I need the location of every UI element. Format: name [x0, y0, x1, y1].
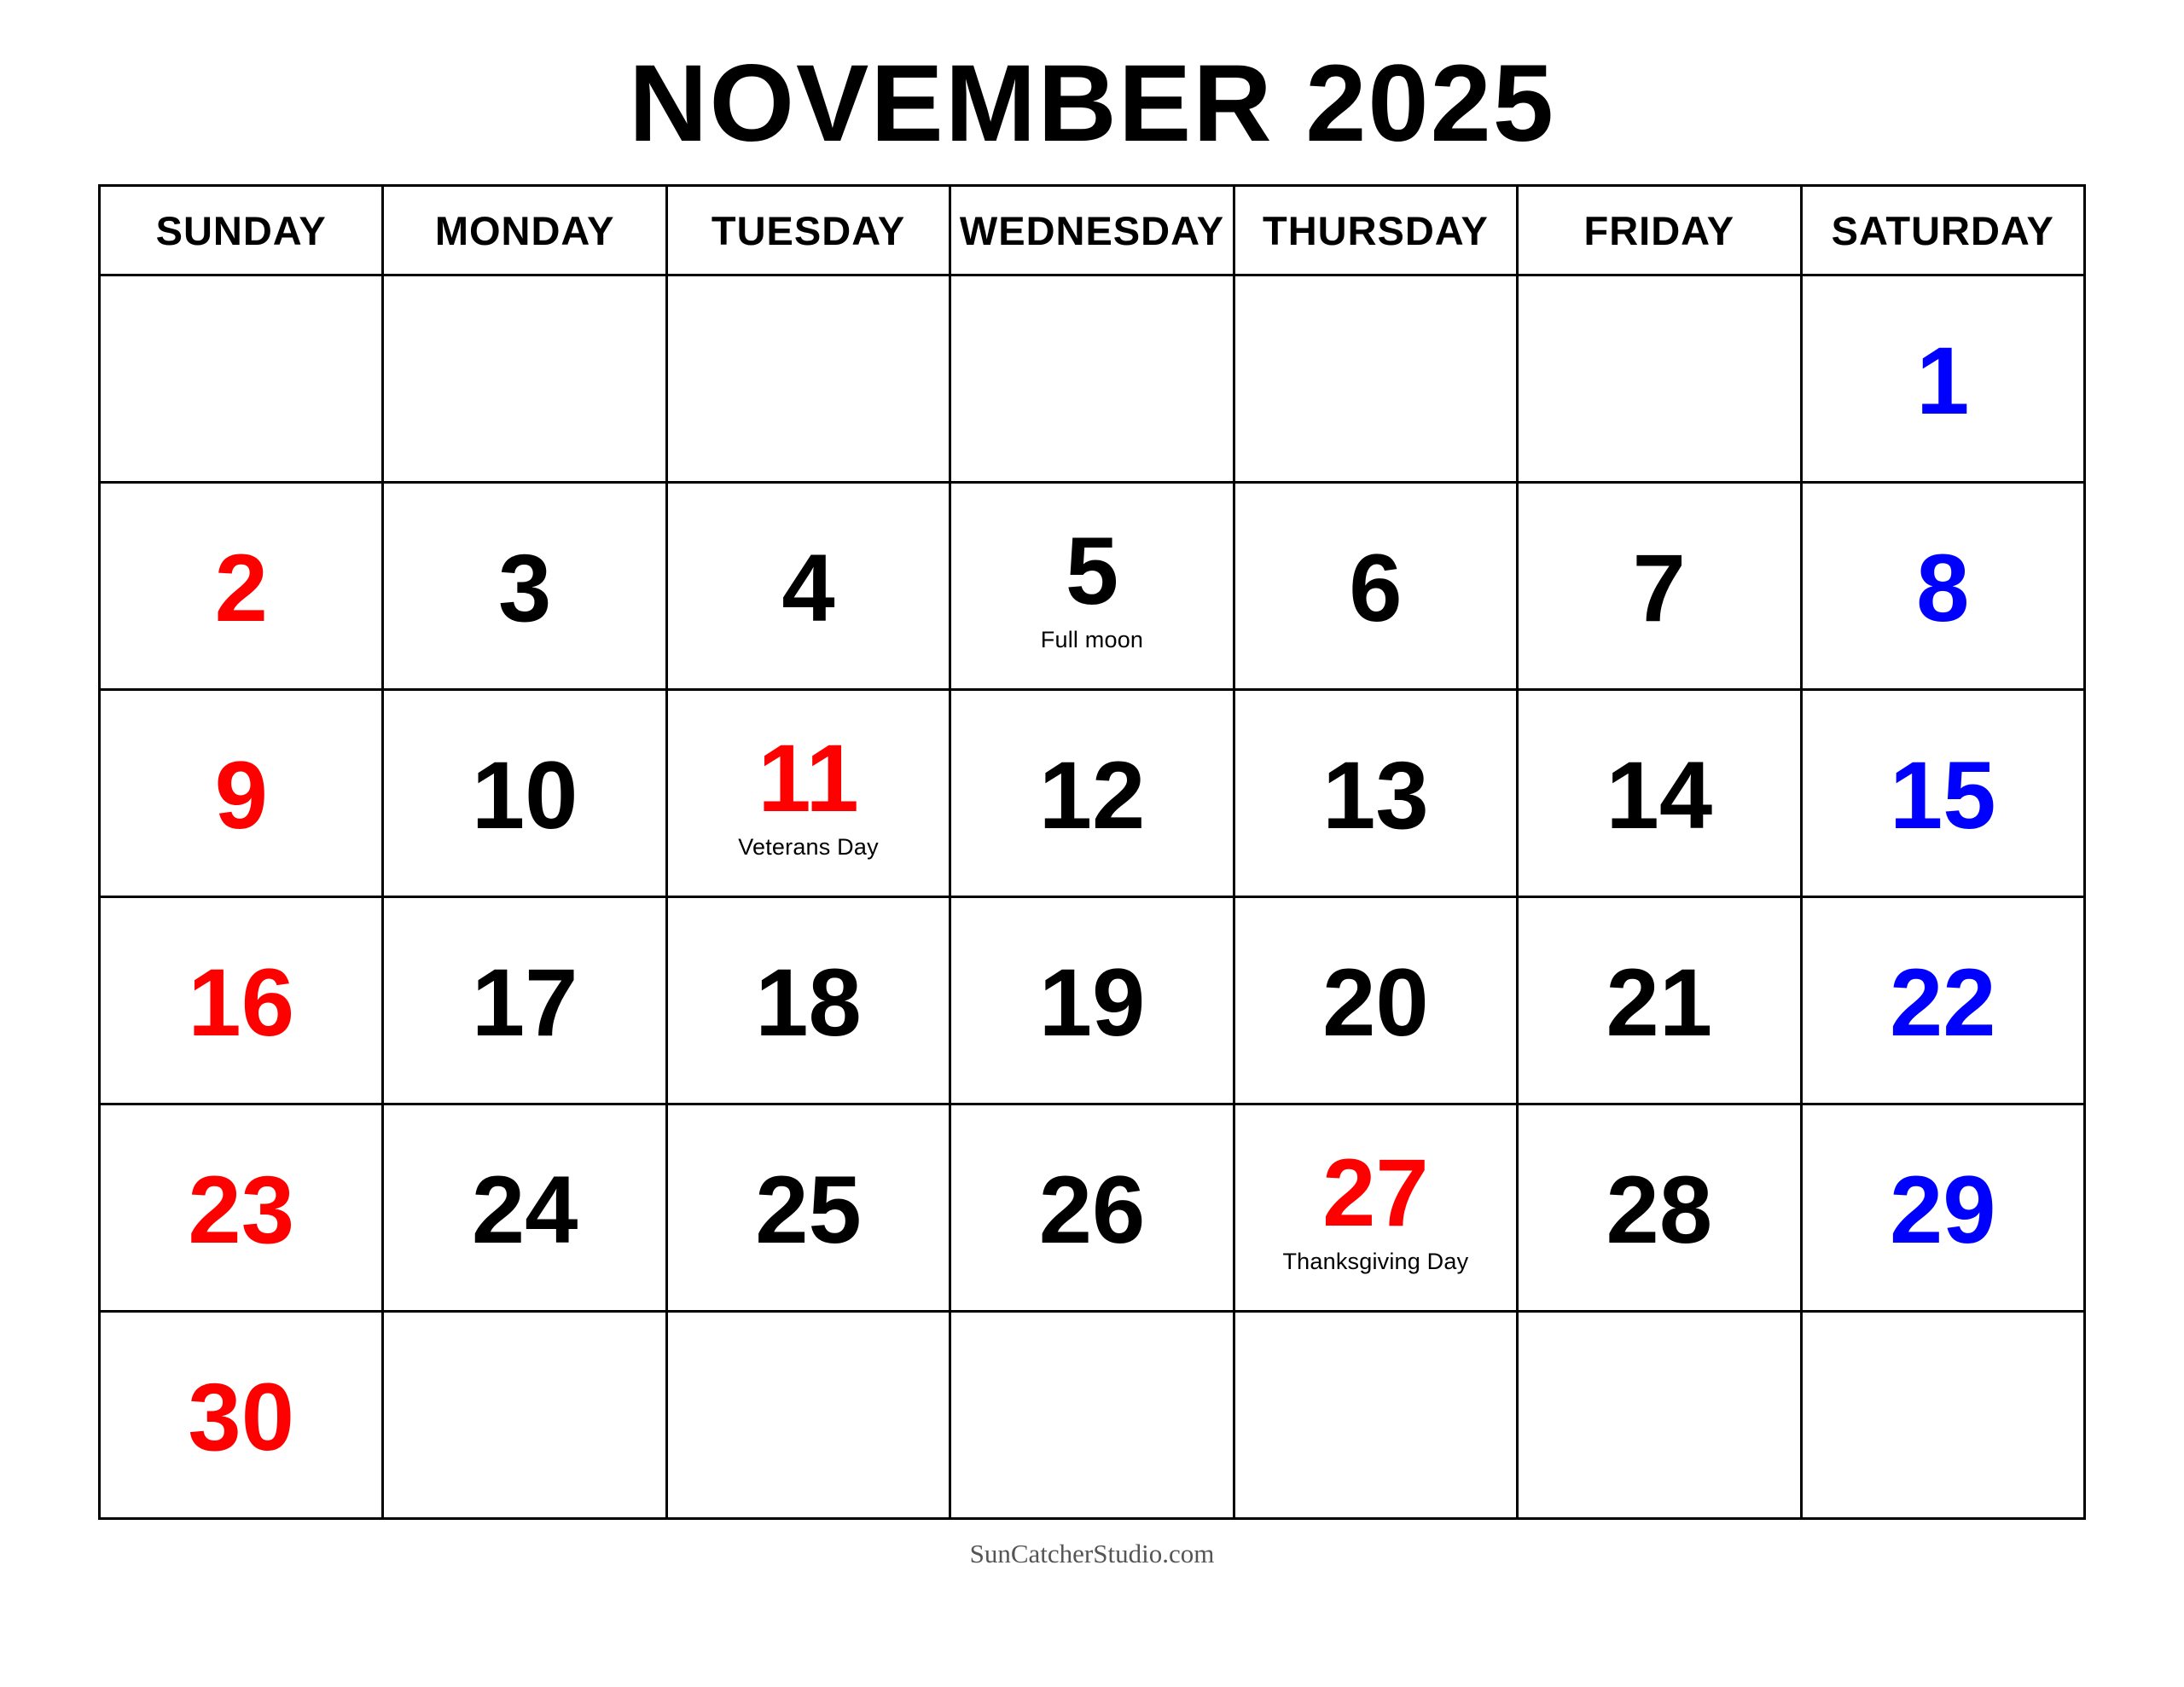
- page-title: NOVEMBER 2025: [629, 43, 1555, 165]
- calendar-day-cell[interactable]: [100, 897, 383, 1104]
- calendar-day-cell[interactable]: [100, 483, 383, 690]
- calendar-day-cell[interactable]: [1801, 1104, 2084, 1312]
- day-number: 30: [188, 1364, 294, 1470]
- day-number: 7: [1632, 535, 1686, 641]
- calendar-week-row: [100, 483, 2085, 690]
- day-cell-content: [1519, 898, 1799, 1103]
- day-number: 3: [497, 535, 552, 641]
- day-number: 23: [188, 1157, 294, 1263]
- calendar-day-cell[interactable]: [1801, 690, 2084, 897]
- day-cell-content: [1803, 898, 2083, 1103]
- calendar-day-cell[interactable]: [1234, 483, 1517, 690]
- day-cell-content: [384, 484, 665, 688]
- calendar-day-cell[interactable]: [100, 1104, 383, 1312]
- day-cell-content: [1235, 691, 1516, 896]
- calendar-day-cell[interactable]: [950, 690, 1234, 897]
- calendar-day-cell[interactable]: [950, 1104, 1234, 1312]
- day-number: 29: [1889, 1157, 1996, 1263]
- calendar-day-cell[interactable]: [666, 690, 950, 897]
- weekday-header-row: [100, 186, 2085, 275]
- weekday-header-wednesday: WEDNESDAY: [950, 186, 1234, 275]
- day-cell-content: [384, 691, 665, 896]
- calendar-body: [100, 275, 2085, 1519]
- calendar-day-cell[interactable]: [1234, 897, 1517, 1104]
- calendar-day-cell-empty: [950, 275, 1234, 483]
- day-number: 1: [1916, 328, 1970, 434]
- calendar-day-cell[interactable]: [666, 483, 950, 690]
- day-cell-content: [1519, 1105, 1799, 1310]
- day-cell-content: [1519, 484, 1799, 688]
- day-number: 9: [214, 742, 268, 849]
- calendar-day-cell[interactable]: [1801, 483, 2084, 690]
- day-number: 26: [1038, 1157, 1146, 1263]
- calendar-day-cell[interactable]: [383, 897, 666, 1104]
- calendar-day-cell[interactable]: [100, 1312, 383, 1519]
- day-number: 25: [755, 1157, 862, 1263]
- calendar-week-row: [100, 1312, 2085, 1519]
- day-number: 10: [471, 742, 578, 849]
- calendar-day-cell[interactable]: [666, 1104, 950, 1312]
- calendar-day-cell-empty: [100, 275, 383, 483]
- day-cell-content: [1803, 1105, 2083, 1310]
- day-event-label: Thanksgiving Day: [1282, 1249, 1469, 1275]
- calendar-day-cell[interactable]: [100, 690, 383, 897]
- footer-credit: SunCatcherStudio.com: [969, 1539, 1215, 1568]
- calendar-day-cell-empty: [666, 1312, 950, 1519]
- day-event-label: Full moon: [1040, 627, 1144, 653]
- weekday-header-friday: FRIDAY: [1518, 186, 1801, 275]
- calendar-day-cell[interactable]: [1234, 690, 1517, 897]
- day-cell-content: [1235, 898, 1516, 1103]
- day-cell-content: [951, 691, 1232, 896]
- day-number: 16: [188, 949, 294, 1056]
- day-cell-content: [1519, 691, 1799, 896]
- calendar-week-row: [100, 690, 2085, 897]
- calendar-day-cell-empty: [1801, 1312, 2084, 1519]
- day-number: 5: [1065, 518, 1119, 625]
- calendar-day-cell-empty: [383, 1312, 666, 1519]
- day-cell-content: [101, 484, 381, 688]
- day-cell-content: [384, 898, 665, 1103]
- calendar-week-row: [100, 275, 2085, 483]
- day-number: 18: [755, 949, 862, 1056]
- day-number: 2: [214, 535, 268, 641]
- day-number: 14: [1606, 742, 1713, 849]
- day-number: 19: [1038, 949, 1146, 1056]
- weekday-header-thursday: THURSDAY: [1234, 186, 1517, 275]
- day-cell-content: [668, 484, 949, 688]
- calendar-day-cell-empty: [1234, 275, 1517, 483]
- calendar-day-cell[interactable]: [1801, 897, 2084, 1104]
- weekday-header-monday: MONDAY: [383, 186, 666, 275]
- day-number: 8: [1916, 535, 1970, 641]
- day-cell-content: [1803, 691, 2083, 896]
- day-cell-content: [668, 898, 949, 1103]
- day-number: 15: [1889, 742, 1996, 849]
- weekday-header-sunday: SUNDAY: [100, 186, 383, 275]
- calendar-week-row: [100, 897, 2085, 1104]
- calendar-day-cell[interactable]: [1518, 483, 1801, 690]
- day-cell-content: [951, 484, 1232, 688]
- day-number: 11: [758, 725, 859, 832]
- weekday-header-tuesday: TUESDAY: [666, 186, 950, 275]
- day-number: 6: [1349, 535, 1403, 641]
- calendar-day-cell[interactable]: [383, 483, 666, 690]
- day-cell-content: [101, 1105, 381, 1310]
- day-cell-content: [101, 1313, 381, 1517]
- day-cell-content: [384, 1105, 665, 1310]
- day-cell-content: [101, 691, 381, 896]
- calendar-day-cell[interactable]: [1801, 275, 2084, 483]
- day-number: 4: [781, 535, 835, 641]
- day-number: 13: [1322, 742, 1429, 849]
- day-number: 12: [1038, 742, 1146, 849]
- calendar-day-cell-empty: [1518, 275, 1801, 483]
- calendar-day-cell[interactable]: [383, 690, 666, 897]
- calendar-day-cell-empty: [950, 1312, 1234, 1519]
- calendar-day-cell-empty: [1234, 1312, 1517, 1519]
- day-number: 24: [471, 1157, 578, 1263]
- calendar-day-cell[interactable]: [1518, 1104, 1801, 1312]
- calendar-day-cell-empty: [1518, 1312, 1801, 1519]
- day-event-label: Veterans Day: [738, 834, 879, 861]
- calendar-grid: [98, 184, 2086, 1520]
- day-cell-content: [1803, 484, 2083, 688]
- day-number: 27: [1322, 1139, 1429, 1247]
- day-cell-content: [951, 898, 1232, 1103]
- day-cell-content: [668, 691, 949, 896]
- weekday-header-saturday: SATURDAY: [1801, 186, 2084, 275]
- calendar-day-cell[interactable]: [1518, 690, 1801, 897]
- day-cell-content: [1803, 276, 2083, 481]
- day-cell-content: [1235, 1105, 1516, 1310]
- day-number: 21: [1606, 949, 1713, 1056]
- calendar-week-row: [100, 1104, 2085, 1312]
- day-number: 28: [1606, 1157, 1713, 1263]
- calendar-day-cell[interactable]: [1234, 1104, 1517, 1312]
- day-cell-content: [951, 1105, 1232, 1310]
- day-number: 22: [1889, 949, 1996, 1056]
- day-number: 17: [471, 949, 578, 1056]
- day-cell-content: [101, 898, 381, 1103]
- calendar-day-cell[interactable]: [666, 897, 950, 1104]
- calendar-day-cell-empty: [666, 275, 950, 483]
- day-cell-content: [1235, 484, 1516, 688]
- day-cell-content: [668, 1105, 949, 1310]
- calendar-day-cell[interactable]: [950, 483, 1234, 690]
- calendar-day-cell-empty: [383, 275, 666, 483]
- calendar-day-cell[interactable]: [950, 897, 1234, 1104]
- calendar-day-cell[interactable]: [1518, 897, 1801, 1104]
- day-number: 20: [1322, 949, 1429, 1056]
- calendar-day-cell[interactable]: [383, 1104, 666, 1312]
